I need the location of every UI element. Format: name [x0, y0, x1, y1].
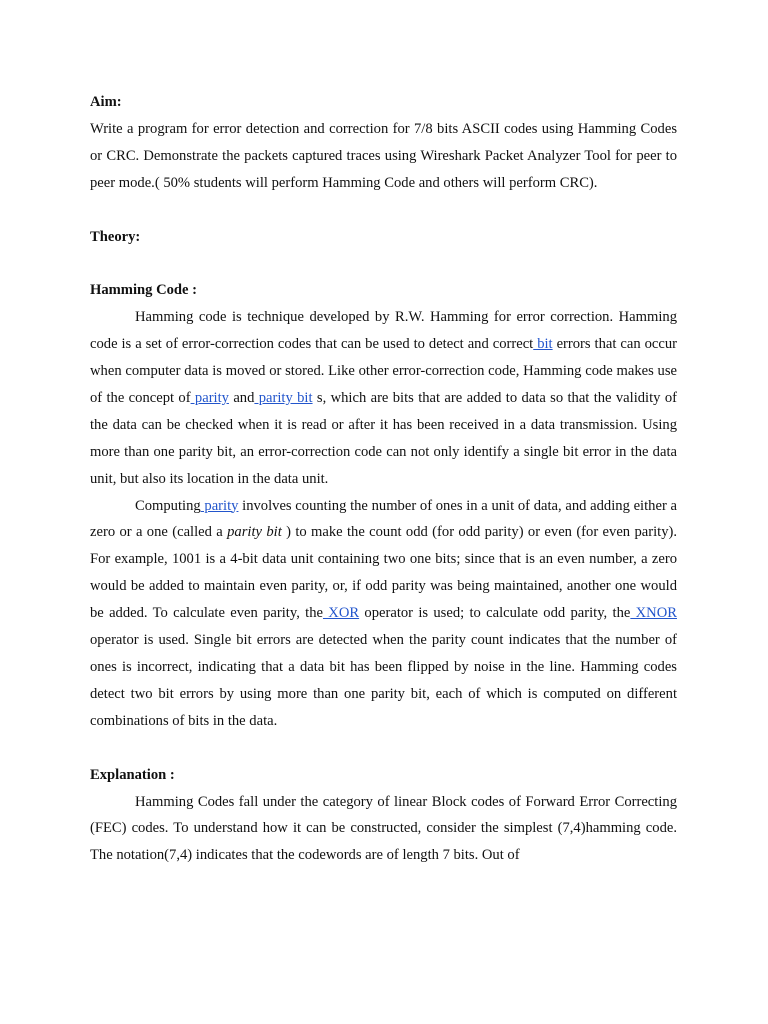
- theory-heading: Theory:: [90, 228, 141, 245]
- text-run: s, which are bits that are added to data so that the validity of the data can be checked when it is read or after it has been received in a data transmission. Using more than one parity bit, an error-correction code can not only identify a single bit error in the data unit, but also its location in the data unit.: [90, 389, 677, 487]
- text-run: operator is used; to calculate odd parity, the: [359, 605, 631, 622]
- link-parity[interactable]: parity: [190, 389, 229, 406]
- link-xnor[interactable]: XNOR: [630, 605, 677, 622]
- link-bit[interactable]: bit: [533, 336, 553, 353]
- text-run: Computing: [135, 497, 201, 514]
- spacer: [90, 250, 677, 277]
- text-run: involves counting the number of ones in a unit of data, and adding either a zero or a one (called a: [90, 497, 677, 541]
- hamming-code-heading: Hamming Code :: [90, 282, 198, 299]
- link-parity-bit[interactable]: parity bit: [254, 389, 313, 406]
- link-xor[interactable]: XOR: [322, 605, 360, 622]
- hamming-paragraph-1: [90, 304, 677, 492]
- spacer: [90, 735, 677, 762]
- aim-heading: Aim:: [90, 94, 122, 110]
- explanation-heading: Explanation :: [90, 766, 175, 783]
- explanation-text: Hamming Codes fall under the category of linear Block codes of Forward Error Correcting (FEC) codes. To understand how it can be constructed, consider the simplest (7,4)hamming code. The notation(7,4) indicates that the codewords are of length 7 bits. Out of: [90, 793, 677, 864]
- document-page: [90, 89, 677, 869]
- text-run: Hamming code is technique developed by R.W. Hamming for error correction. Hamming code is a set of error-correction codes that can be used to detect and correct: [90, 309, 677, 353]
- hamming-paragraph-2: [90, 493, 677, 735]
- text-run: ) to make the count odd (for odd parity) or even (for even parity). For example, 1001 is a 4-bit data unit containing two one bits; since that is an even number, a zero would be added to maintain even parity, or, if odd parity was being maintained, another one would be added. To calculate even parity, the: [90, 524, 677, 622]
- aim-text: Write a program for error detection and correction for 7/8 bits ASCII codes using Hamming Codes or CRC. Demonstrate the packets captured traces using Wireshark Packet Analyzer Tool for peer to peer mode.( 50% students will perform Hamming Code and others will perform CRC).: [90, 120, 677, 191]
- text-run: and: [228, 389, 255, 406]
- text-run: operator is used. Single bit errors are detected when the parity count indicates that the number of ones is incorrect, indicating that a data bit has been flipped by noise in the line. Hamming codes detect two bit errors by using more than one parity bit, each of which is computed on different combinations of bits in the data.: [90, 632, 677, 729]
- italic-parity-bit: parity bit: [227, 524, 282, 541]
- spacer: [90, 197, 677, 224]
- link-parity[interactable]: parity: [200, 497, 239, 514]
- text-run: errors that can occur when computer data is moved or stored. Like other error-correction code, Hamming code makes use of the concept of: [90, 336, 678, 406]
